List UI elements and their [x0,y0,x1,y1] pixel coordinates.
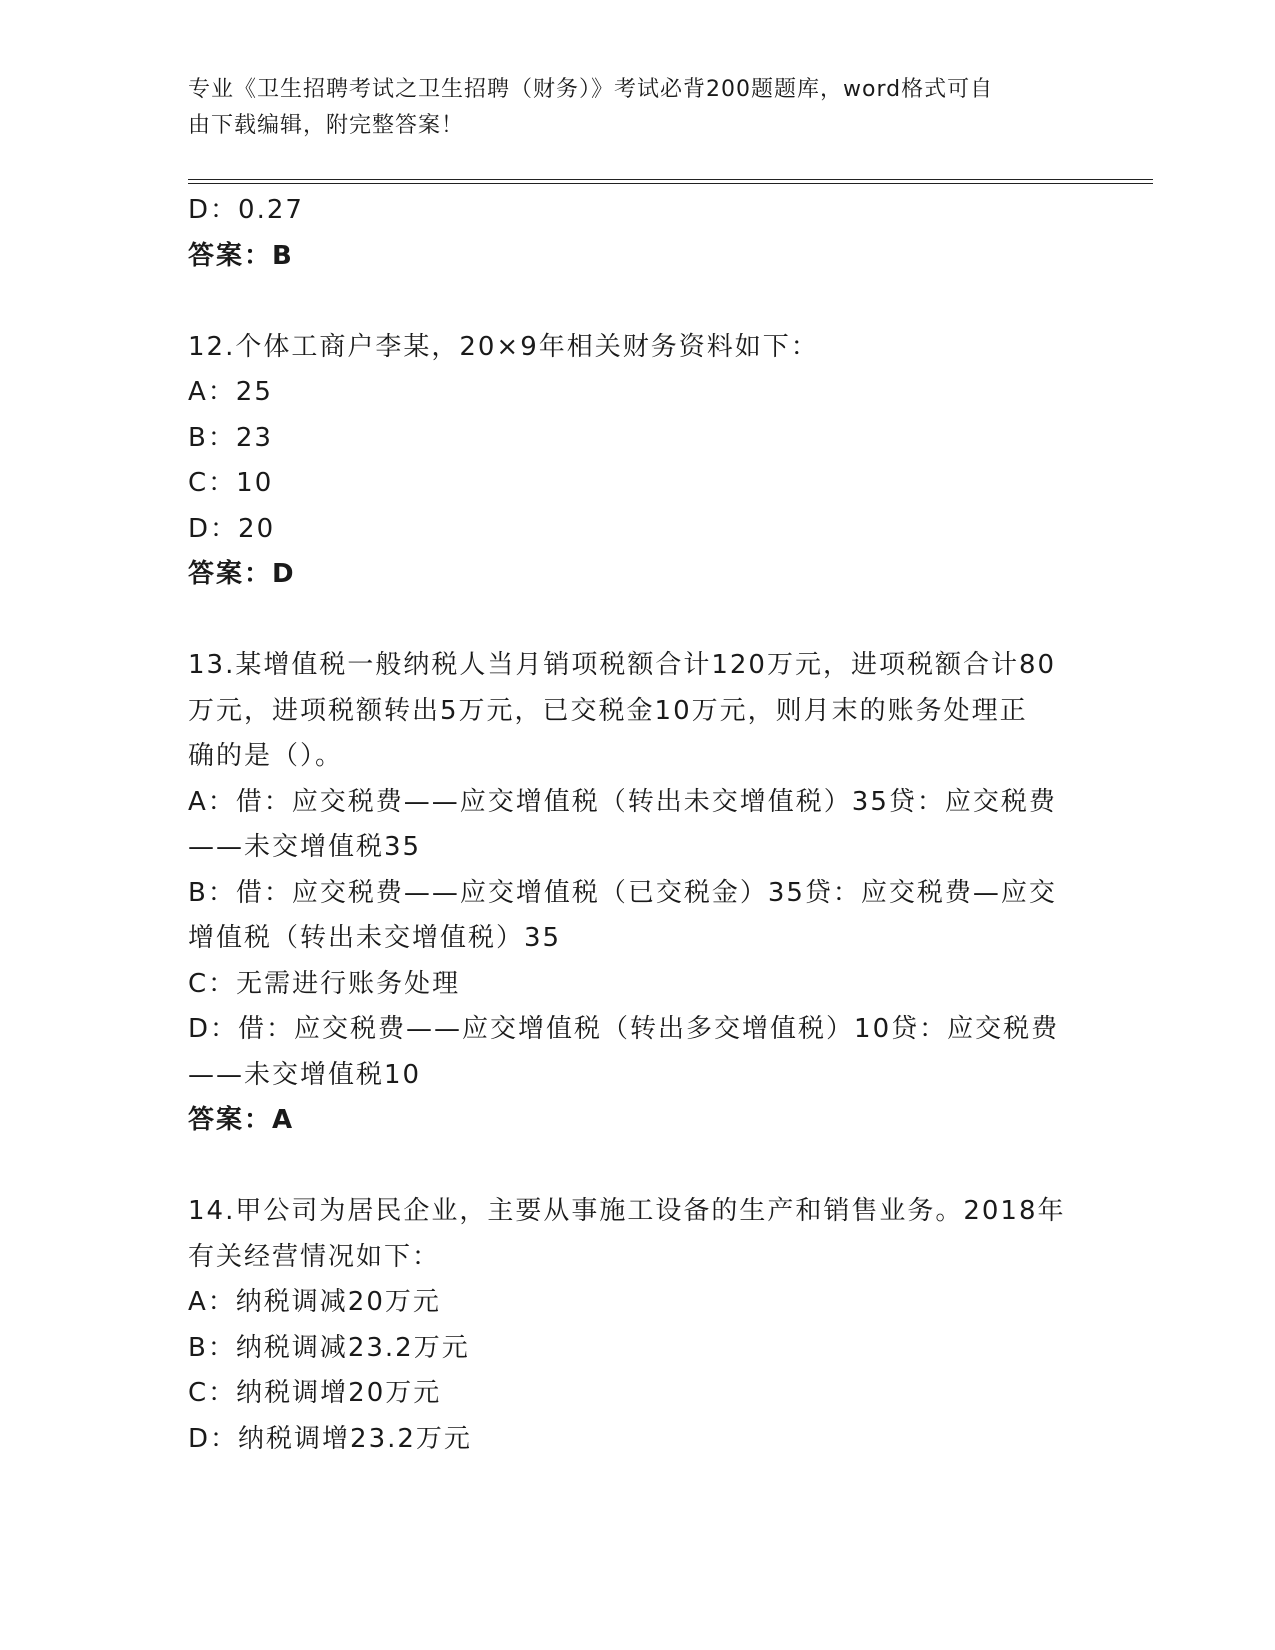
header-rule-top [188,179,1153,180]
q12-option-b: B：23 [188,422,273,453]
question-list [188,188,1088,1462]
spacer [188,1144,1088,1190]
q14-option-d: D：纳税调增23.2万元 [188,1423,472,1454]
q12-option-c: C：10 [188,468,274,498]
q12-answer: 答案：D [188,559,296,589]
q13-option-b-line-1: B：借：应交税费——应交增值税（已交税金）35贷：应交税费—应交 [188,877,1057,908]
q14-stem-line-2: 有关经营情况如下： [188,1241,441,1272]
q13-stem-line-2: 万元，进项税额转出5万元，已交税金10万元，则月末的账务处理正 [188,695,1028,726]
q13-stem-line-3: 确的是（）。 [188,741,344,771]
q14-option-b: B：纳税调减23.2万元 [188,1332,470,1363]
q12-stem: 12.个体工商户李某，20×9年相关财务资料如下： [188,331,819,362]
q13-stem-line-1: 13.某增值税一般纳税人当月销项税额合计120万元，进项税额合计80 [188,650,1057,680]
q13-option-c: C：无需进行账务处理 [188,968,461,999]
q11-answer: 答案：B [188,240,294,271]
q13-option-d-line-2: ——未交增值税10 [188,1059,422,1090]
q13-option-a-line-2: ——未交增值税35 [188,832,422,862]
q13-answer: 答案：A [188,1105,295,1135]
q12-option-d: D：20 [188,513,276,544]
q11-option-d: D：0.27 [188,195,304,225]
q12-option-a: A：25 [188,377,273,407]
header-line-2: 由下载编辑，附完整答案！ [188,113,465,138]
q14-option-c: C：纳税调增20万元 [188,1378,442,1408]
spacer [188,279,1088,325]
q14-stem-line-1: 14.甲公司为居民企业，主要从事施工设备的生产和销售业务。2018年 [188,1196,1066,1226]
header-line-1: 专业《卫生招聘考试之卫生招聘（财务）》考试必背200题题库，word格式可自 [188,77,994,102]
header-rule-bottom [188,183,1153,184]
document-header [188,72,1068,144]
q14-option-a: A：纳税调减20万元 [188,1287,441,1317]
q13-option-a-line-1: A：借：应交税费——应交增值税（转出未交增值税）35贷：应交税费 [188,786,1057,817]
q13-option-b-line-2: 增值税（转出未交增值税）35 [188,923,562,953]
q13-option-d-line-1: D：借：应交税费——应交增值税（转出多交增值税）10贷：应交税费 [188,1014,1060,1044]
spacer [188,598,1088,644]
